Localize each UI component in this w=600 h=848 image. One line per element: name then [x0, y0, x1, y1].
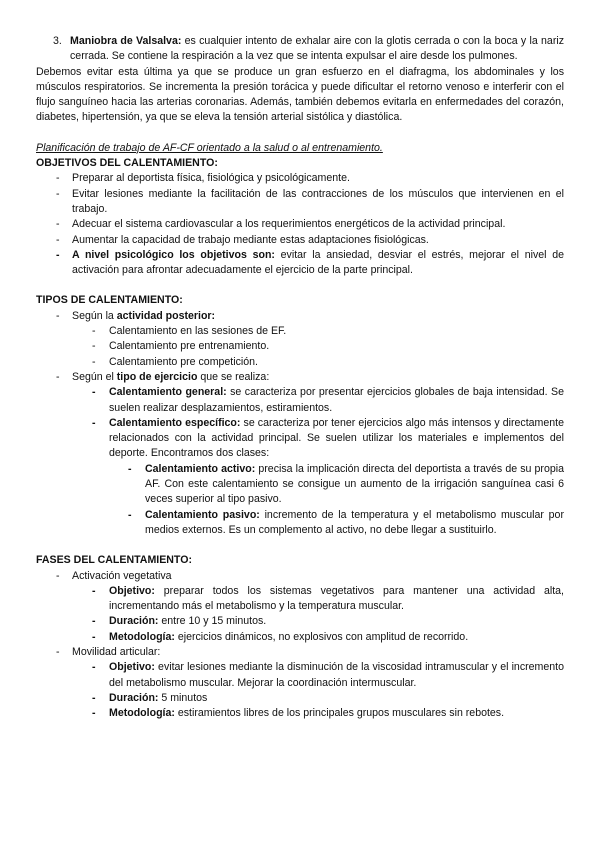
list-item: [36, 706, 564, 721]
phases-heading: FASES DEL CALENTAMIENTO:: [36, 554, 192, 567]
phase2-duration-term: Duración:: [109, 691, 159, 704]
passive-term: Calentamiento pasivo:: [145, 508, 260, 521]
bullet-dash: -: [56, 172, 60, 185]
bullet-dash: -: [56, 233, 60, 246]
specific-text: se caracteriza por tener ejercicios algo más intensos y directamente relacionados con la actividad principal. Se suelen utilizar los materiales e implementos del deporte. Encontramos dos clases:: [109, 416, 564, 460]
list-item: [36, 660, 564, 691]
list-item: [36, 508, 564, 539]
list-item: [36, 324, 564, 339]
bullet-dash: -: [92, 707, 96, 720]
by-exercise-suffix: que se realiza:: [197, 370, 270, 383]
bullet-dash: -: [92, 386, 96, 399]
phase2-objective-text: evitar lesiones mediante la disminución de la viscosidad intramuscular y el incremento del metabolismo muscular. Mejorar la coordinación intermuscular.: [109, 661, 564, 689]
objectives-heading: OBJETIVOS DEL CALENTAMIENTO:: [36, 157, 218, 170]
document-page: [36, 34, 564, 721]
list-item: [36, 691, 564, 706]
list-item: [36, 645, 564, 660]
bullet-dash: -: [92, 355, 96, 368]
phase1-objective-term: Objetivo:: [109, 584, 155, 597]
by-exercise-term: tipo de ejercicio: [116, 370, 198, 383]
psych-term: A nivel psicológico los objetivos son:: [72, 248, 275, 261]
valsalva-item: [36, 34, 564, 65]
objective-text: Adecuar el sistema cardiovascular a los requerimientos energéticos de la actividad principal.: [72, 218, 506, 231]
bullet-dash: -: [56, 187, 60, 200]
by-activity-prefix: Según la: [72, 309, 117, 322]
activity-item: Calentamiento pre entrenamiento.: [109, 340, 270, 353]
objective-text: Preparar al deportista física, fisiológica y psicológicamente.: [72, 172, 350, 185]
list-item: [36, 187, 564, 218]
bullet-dash: -: [56, 248, 60, 261]
activity-item: Calentamiento pre competición.: [109, 355, 258, 368]
list-item: [36, 309, 564, 324]
activity-item: Calentamiento en las sesiones de EF.: [109, 325, 287, 338]
list-item: [36, 339, 564, 354]
by-exercise-prefix: Según el: [72, 370, 117, 383]
passive-text: incremento de la temperatura y el metabolismo muscular por medios externos. Es un complemento al activo, no debe llegar a sustituirlo.: [145, 508, 564, 536]
psych-text: evitar la ansiedad, desviar el estrés, mejorar el nivel de activación para afrontar adecuadamente el ejercicio de la parte principal.: [72, 248, 564, 277]
by-activity-term: actividad posterior:: [116, 309, 216, 322]
list-item: [36, 462, 564, 508]
general-text: se caracteriza por presentar ejercicios globales de baja intensidad. Se suelen realizar desplazamientos, estiramientos.: [109, 386, 564, 414]
bullet-dash: -: [128, 508, 132, 521]
list-item: [36, 233, 564, 248]
list-item: [36, 416, 564, 462]
planning-title: Planificación de trabajo de AF-CF orientado a la salud o al entrenamiento.: [36, 141, 383, 154]
phase2-objective-term: Objetivo:: [109, 661, 155, 674]
phase2-method-text: estiramientos libres de los principales grupos musculares sin rebotes.: [174, 707, 505, 720]
valsalva-term: Maniobra de Valsalva:: [70, 35, 182, 47]
list-item: [36, 370, 564, 385]
phase1-label: Activación vegetativa: [72, 569, 172, 582]
bullet-dash: -: [56, 218, 60, 231]
bullet-dash: -: [56, 645, 60, 658]
list-item: [36, 630, 564, 645]
phase2-duration-text: 5 minutos: [158, 691, 208, 704]
active-term: Calentamiento activo:: [145, 462, 256, 475]
bullet-dash: -: [92, 615, 96, 628]
list-item: [36, 569, 564, 584]
bullet-dash: -: [56, 569, 60, 582]
intro-paragraph: Debemos evitar esta última ya que se produce un gran esfuerzo en el diafragma, los abdominales y los músculos respiratorios. Se incrementa la presión torácica y puede dificultar el retorno venoso e interferir con el flujo sanguíneo hacia las arterias coronarias. Además, también debemos evitarla en enfermedades del corazón, diabetes, hipertensión, ya que se eleva la tensión arterial sistólica y diastólica.: [36, 65, 564, 124]
active-text: precisa la implicación directa del deportista a través de su propia AF. Con este calentamiento se consigue un aumento de la irrigación sanguínea casi 6 veces superior al tipo pasivo.: [145, 462, 564, 506]
phase1-method-term: Metodología:: [109, 630, 175, 643]
list-item: [36, 614, 564, 629]
valsalva-text: es cualquier intento de exhalar aire con la glotis cerrada o con la boca y la nariz cerrada. Se contiene la respiración a la vez que se intenta expulsar el aire desde los pulmones.: [70, 35, 564, 63]
bullet-dash: -: [92, 416, 96, 429]
phase1-duration-term: Duración:: [109, 615, 159, 628]
bullet-dash: -: [92, 340, 96, 353]
bullet-dash: -: [92, 661, 96, 674]
phase1-duration-text: entre 10 y 15 minutos.: [158, 615, 267, 628]
list-item: [36, 171, 564, 186]
list-item: [36, 217, 564, 232]
bullet-dash: -: [128, 462, 132, 475]
list-item: [36, 584, 564, 615]
phase1-method-text: ejercicios dinámicos, no explosivos con amplitud de recorrido.: [174, 630, 469, 643]
bullet-dash: -: [56, 309, 60, 322]
list-item: [36, 248, 564, 279]
bullet-dash: -: [92, 691, 96, 704]
phase2-label: Movilidad articular:: [72, 645, 161, 658]
bullet-dash: -: [92, 630, 96, 643]
list-item: [36, 385, 564, 416]
types-heading: TIPOS DE CALENTAMIENTO:: [36, 294, 183, 307]
bullet-dash: -: [56, 370, 60, 383]
general-term: Calentamiento general:: [109, 386, 227, 399]
phase2-method-term: Metodología:: [109, 707, 175, 720]
objective-text: Aumentar la capacidad de trabajo mediante estas adaptaciones fisiológicas.: [72, 233, 429, 246]
objective-text: Evitar lesiones mediante la facilitación de las contracciones de los músculos que intervienen en el trabajo.: [72, 187, 564, 215]
list-item: [36, 355, 564, 370]
bullet-dash: -: [92, 325, 96, 338]
list-number: 3.: [53, 35, 62, 47]
phase1-objective-text: preparar todos los sistemas vegetativos para mantener una actividad alta, incrementando más el metabolismo y la temperatura muscular.: [109, 584, 564, 613]
specific-term: Calentamiento específico:: [109, 416, 241, 429]
bullet-dash: -: [92, 584, 96, 597]
